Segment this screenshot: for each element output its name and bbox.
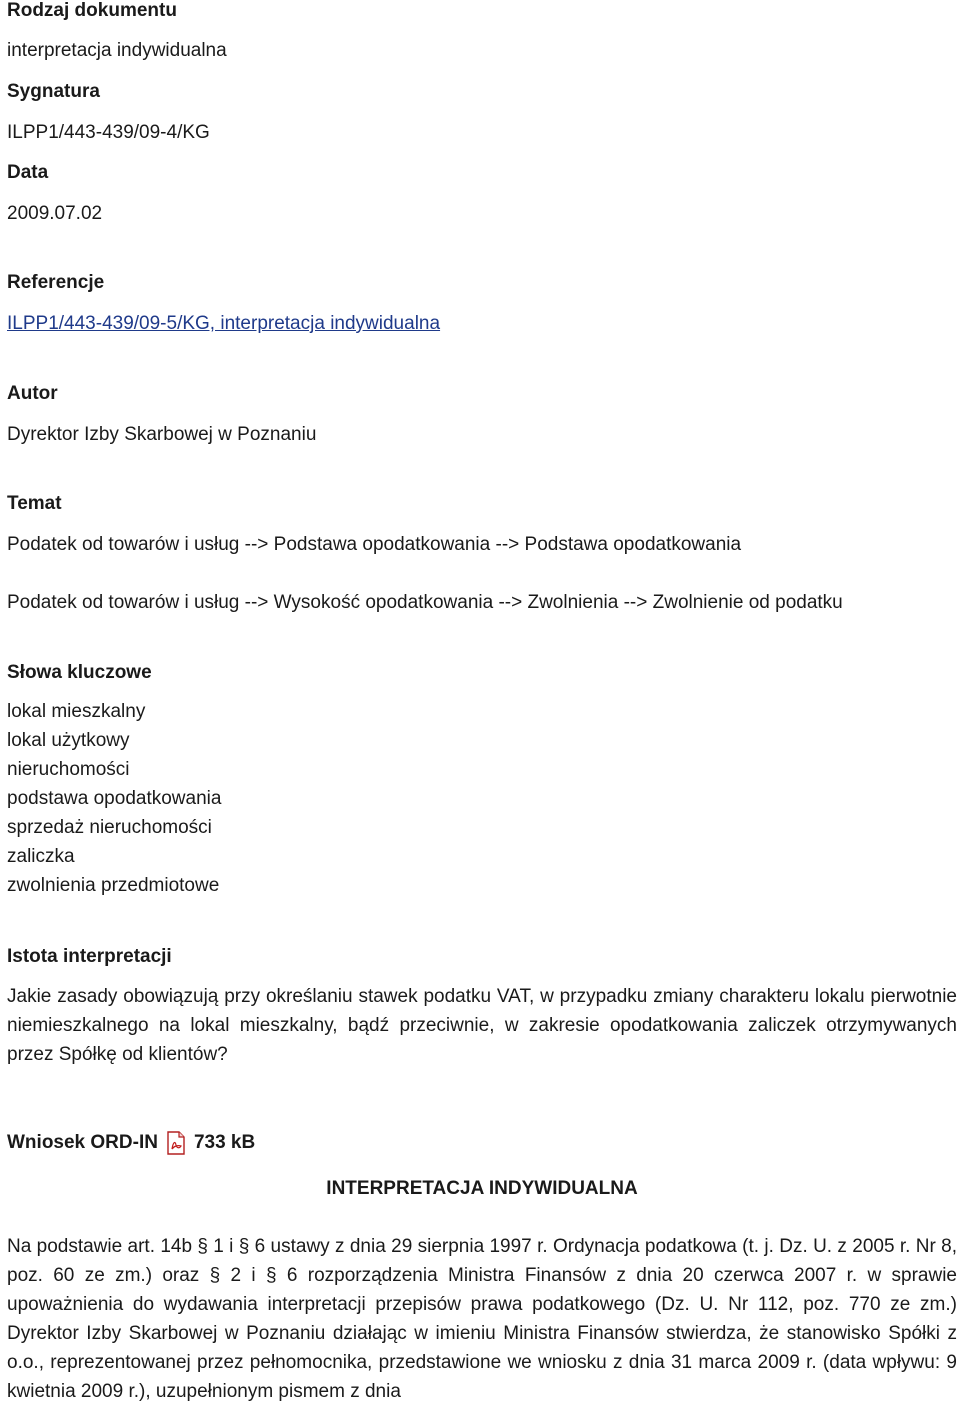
- istota-label: Istota interpretacji: [7, 946, 172, 967]
- keyword-item: lokal mieszkalny: [7, 701, 146, 722]
- temat-label: Temat: [7, 493, 62, 514]
- sygnatura-label: Sygnatura: [7, 81, 100, 102]
- data-value: 2009.07.02: [7, 203, 103, 224]
- wniosek-label: Wniosek ORD-IN: [7, 1132, 158, 1153]
- keyword-item: lokal użytkowy: [7, 730, 130, 751]
- data-label: Data: [7, 162, 49, 183]
- slowa-label: Słowa kluczowe: [7, 662, 152, 683]
- sygnatura-value: ILPP1/443-439/09-4/KG: [7, 122, 210, 143]
- istota-text: Jakie zasady obowiązują przy określaniu stawek podatku VAT, w przypadku zmiany charakteru lokalu pierwotnie niemieszkalnego na lokal mieszkalny, bądź przeciwnie, w zakresie opodatkowania zaliczek otrzymywanych przez Spółkę od klientów?: [7, 986, 957, 1065]
- referencje-label: Referencje: [7, 272, 105, 293]
- temat-line: Podatek od towarów i usług --> Podstawa opodatkowania --> Podstawa opodatkowania: [7, 534, 742, 555]
- referencje-link[interactable]: ILPP1/443-439/09-5/KG, interpretacja indywidualna: [7, 313, 441, 334]
- wniosek-size: 733 kB: [193, 1132, 256, 1153]
- keyword-item: zwolnienia przedmiotowe: [7, 875, 220, 896]
- keyword-list: [7, 697, 221, 900]
- autor-value: Dyrektor Izby Skarbowej w Poznaniu: [7, 424, 317, 445]
- rodzaj-value: interpretacja indywidualna: [7, 40, 227, 61]
- main-heading: INTERPRETACJA INDYWIDUALNA: [326, 1178, 638, 1199]
- keyword-item: zaliczka: [7, 846, 75, 867]
- wniosek-row: [7, 1131, 255, 1155]
- autor-label: Autor: [7, 383, 58, 404]
- temat-line: Podatek od towarów i usług --> Wysokość opodatkowania --> Zwolnienia --> Zwolnienie od podatku: [7, 592, 843, 613]
- body-text: Na podstawie art. 14b § 1 i § 6 ustawy z dnia 29 sierpnia 1997 r. Ordynacja podatkowa (t. j. Dz. U. z 2005 r. Nr 8, poz. 60 ze zm.) oraz § 2 i § 6 rozporządzenia Ministra Finansów z dnia 20 czerwca 2007 r. w sprawie upoważnienia do wydawania interpretacji przepisów prawa podatkowego (Dz. U. Nr 112, poz. 770 ze zm.) Dyrektor Izby Skarbowej w Poznaniu działając w imieniu Ministra Finansów stwierdza, że stanowisko Spółki z o.o., reprezentowanej przez pełnomocnika, przedstawione we wniosku z dnia 31 marca 2009 r. (data wpływu: 9 kwietnia 2009 r.), uzupełnionym pismem z dnia: [7, 1236, 957, 1402]
- pdf-icon[interactable]: [164, 1131, 188, 1155]
- rodzaj-label: Rodzaj dokumentu: [7, 0, 177, 21]
- keyword-item: podstawa opodatkowania: [7, 788, 222, 809]
- keyword-item: nieruchomości: [7, 759, 130, 780]
- keyword-item: sprzedaż nieruchomości: [7, 817, 212, 838]
